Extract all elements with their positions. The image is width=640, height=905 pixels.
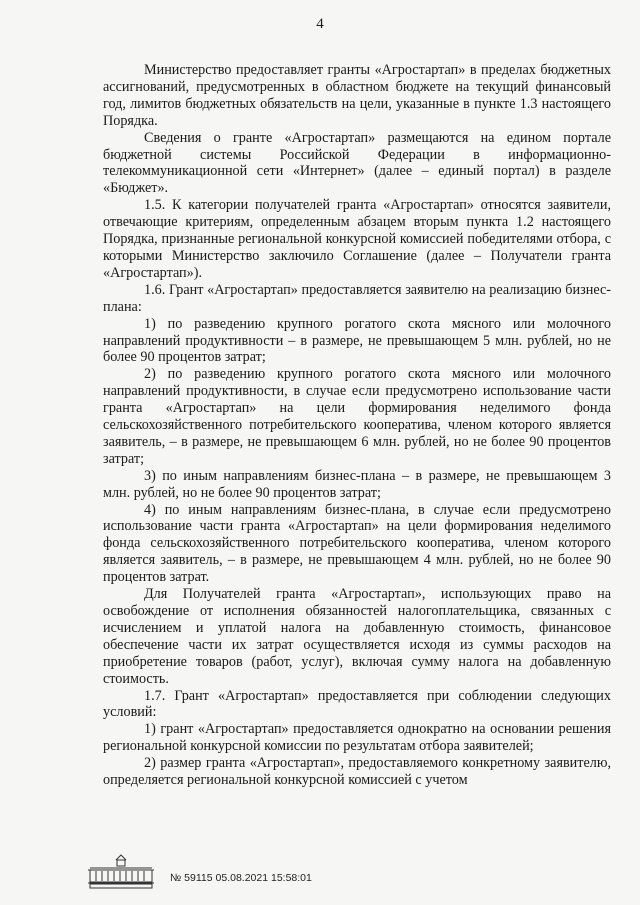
document-body (103, 62, 611, 789)
paragraph: 1) по разведению крупного рогатого скота мясного или молочного направлений продуктивности – в размере, не превышающем 5 млн. рублей, но не более 90 процентов затрат; (103, 315, 611, 366)
paragraph: 1.7. Грант «Агростартап» предоставляется при соблюдении следующих условий: (103, 687, 611, 721)
paragraph: 2) размер гранта «Агростартап», предоставляемого конкретному заявителю, определяется региональной конкурсной комиссией с учетом (103, 755, 611, 789)
registration-stamp: № 59115 05.08.2021 15:58:01 (170, 872, 312, 884)
registration-footer (86, 852, 386, 892)
paragraph: Для Получателей гранта «Агростартап», использующих право на освобождение от исполнения обязанностей налогоплательщика, связанных с исчислением и уплатой налога на добавленную стоимость, финансовое обеспечение части их затрат осуществляется исходя из суммы расходов на приобретение товаров (работ, услуг), включая сумму налога на добавленную стоимость. (103, 586, 611, 687)
paragraph: 1.5. К категории получателей гранта «Агростартап» относятся заявители, отвечающие критериям, определенным абзацем вторым пункта 1.2 настоящего Порядка, признанные региональной конкурсной комиссией победителями отбора, с которыми Министерство заключило Соглашение (далее – Получатели гранта «Агростартап»). (103, 197, 611, 281)
paragraph: 3) по иным направлениям бизнес-плана – в размере, не превышающем 3 млн. рублей, но не более 90 процентов затрат; (103, 467, 611, 501)
government-building-logo (86, 852, 156, 890)
paragraph: 4) по иным направлениям бизнес-плана, в случае если предусмотрено использование части гранта «Агростартап» на цели формирования неделимого фонда сельскохозяйственного потребительского кооператива, членом которого является заявитель, – в размере, не превышающем 4 млн. рублей, но не более 90 процентов затрат. (103, 501, 611, 586)
paragraph: 2) по разведению крупного рогатого скота мясного или молочного направлений продуктивности, в случае если предусмотрено использование части гранта «Агростартап» на цели формирования неделимого фонда сельскохозяйственного потребительского кооператива, членом которого является заявитель, – в размере, не превышающем 6 млн. рублей, но не более 90 процентов затрат; (103, 366, 611, 467)
paragraph: Министерство предоставляет гранты «Агростартап» в пределах бюджетных ассигнований, предусмотренных в областном бюджете на текущий финансовый год, лимитов бюджетных обязательств на цели, указанные в пункте 1.3 настоящего Порядка. (103, 62, 611, 129)
page-number: 4 (316, 16, 324, 32)
paragraph: 1.6. Грант «Агростартап» предоставляется заявителю на реализацию бизнес-плана: (103, 281, 611, 315)
paragraph: 1) грант «Агростартап» предоставляется однократно на основании решения региональной конкурсной комиссии по результатам отбора заявителей; (103, 721, 611, 755)
paragraph: Сведения о гранте «Агростартап» размещаются на едином портале бюджетной системы Российской Федерации в информационно-телекоммуникационной сети «Интернет» (далее – единый портал) в разделе «Бюджет». (103, 129, 611, 197)
